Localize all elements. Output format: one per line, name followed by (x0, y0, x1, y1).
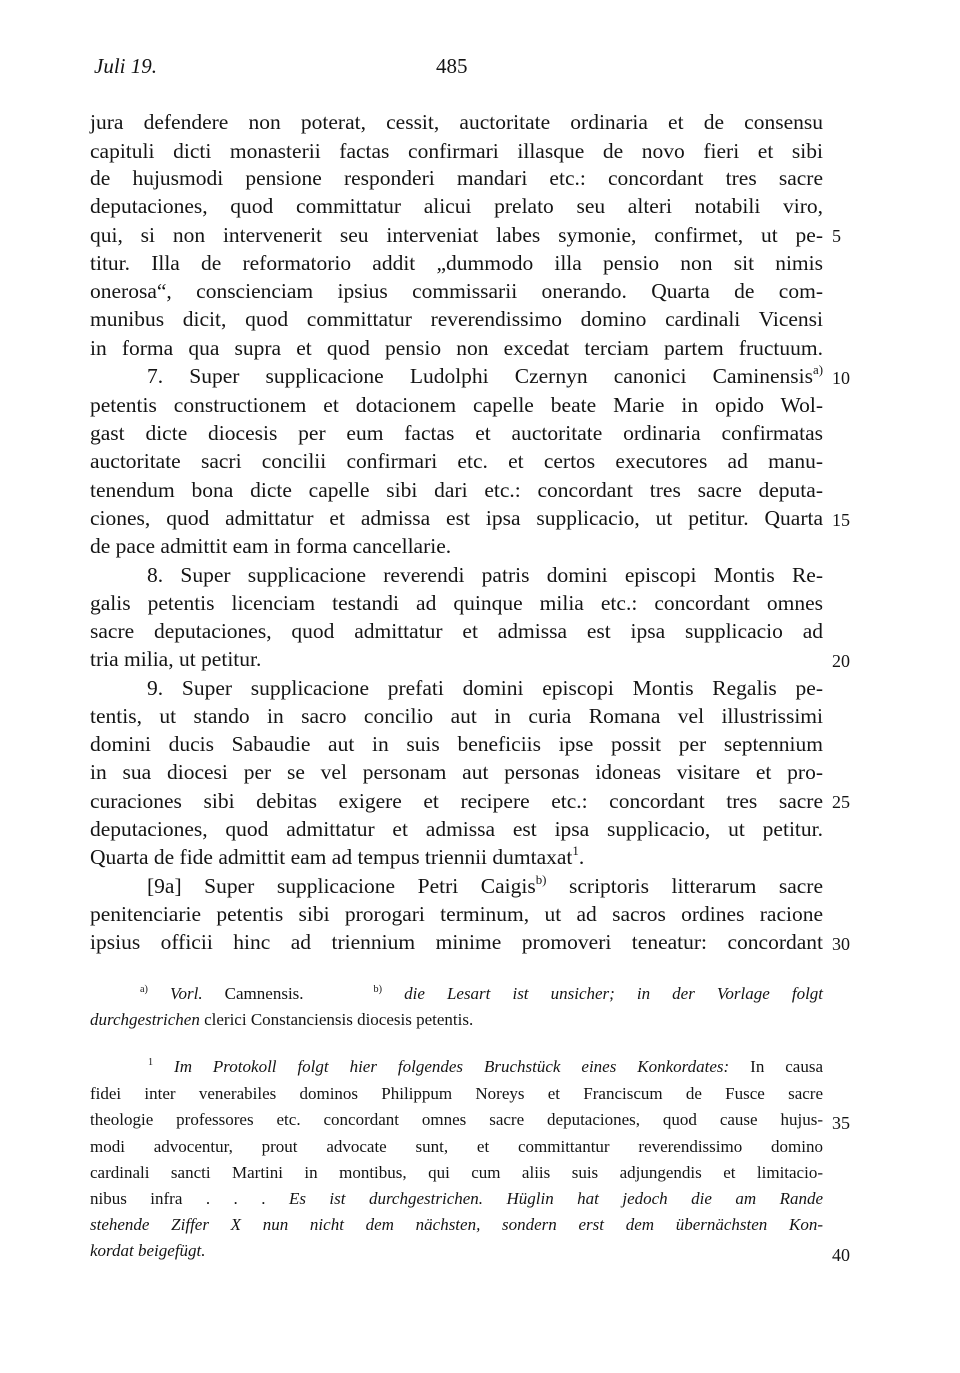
footnote-line: nibus infra . . . Es ist durchgestrichen. Hüglin hat jedoch die am Rande (90, 1189, 823, 1208)
text-line: in sua diocesi per se vel personam aut personas idoneas visitare et pro- (90, 760, 823, 784)
text-line: petentis constructionem et dotacionem capelle beate Marie in opido Wol- (90, 393, 823, 417)
text-line: in forma qua supra et quod pensio non excedat terciam partem fructuum. (90, 336, 823, 360)
footnote-line: $^1$ Im Protokoll folgt hier folgendes Bruchstück eines Konkordates: In causa (148, 1056, 824, 1076)
footnote-line: modi advocentur, prout advocate sunt, et committantur reverendissimo domino (90, 1137, 823, 1156)
footnote-line: cardinali sancti Martini in montibus, qui cum aliis suis adjungendis et limitacio- (90, 1163, 823, 1182)
note-a-marker: a) (812, 362, 823, 377)
line-number: 30 (832, 934, 850, 954)
footnote-line: theologie professores etc. concordant omnes sacre deputaciones, quod cause hujus- (90, 1110, 823, 1129)
line-number: 25 (832, 792, 850, 812)
line-number: 5 (832, 226, 841, 246)
bracket-item-number: [9a] (147, 874, 182, 898)
text-line: Quarta de fide admittit eam ad tempus triennii dumtaxat$^1$. (90, 843, 585, 869)
text-line: deputaciones, quod committatur alicui prelato seu alteri notabili viro, (90, 194, 823, 218)
text-line: de hujusmodi pensione responderi mandari etc.: concordant tres sacre (90, 166, 823, 190)
text-line: munibus dicit, quod committatur reverendissimo domino cardinali Vicensi (90, 307, 823, 331)
text-line: [9a] Super supplicacione Petri Caigis$^{b)}$ scriptoris litterarum sacre (147, 872, 824, 898)
text-line: galis petentis licenciam testandi ad quinque milia etc.: concordant omnes (90, 591, 823, 615)
text-line: tenendum bona dicte capelle sibi dari etc.: concordant tres sacre deputa- (90, 478, 823, 502)
text-line: curaciones sibi debitas exigere et recipere etc.: concordant tres sacre (90, 789, 823, 813)
note-b-marker: b) (535, 872, 547, 887)
text-line: penitenciarie petentis sibi prorogari terminum, ut ad sacros ordines racione (90, 902, 823, 926)
apparatus-line: durchgestrichen clerici Constanciensis diocesis petentis. (90, 1010, 474, 1029)
text-line: capituli dicti monasterii factas confirmari illasque de novo fieri et sibi (90, 139, 823, 163)
running-head: Juli 19. (94, 54, 157, 78)
line-number: 20 (832, 651, 850, 671)
text-line: auctoritate sacri concilii confirmari etc. et certos executores ad manu- (90, 449, 823, 473)
footnote-line: stehende Ziffer X nun nicht dem nächsten, sondern erst dem übernächsten Kon- (90, 1215, 823, 1234)
text-line: domini ducis Sabaudie aut in suis beneficiis ipse possit per septennium (90, 732, 823, 756)
text-line: tentis, ut stando in sacro concilio aut in curia Romana vel illustrissimi (90, 704, 823, 728)
text-line: 9. Super supplicacione prefati domini episcopi Montis Regalis pe- (147, 676, 823, 700)
text-line: tria milia, ut petitur. (90, 647, 262, 671)
text-line: jura defendere non poterat, cessit, auctoritate ordinaria et de consensu (90, 110, 823, 134)
text-line: titur. Illa de reformatorio addit „dummodo illa pensio non sit nimis (90, 251, 823, 275)
apparatus-line: $^{a)}$ Vorl. Camnensis. $^{b)}$ die Lesart ist unsicher; in der Vorlage folgt (140, 983, 824, 1003)
text-line: qui, si non intervenerit seu interveniat labes symonie, confirmet, ut pe- (90, 223, 823, 247)
line-number: 15 (832, 510, 850, 530)
text-line: 7. Super supplicacione Ludolphi Czernyn canonici Caminensis$^{a)}$ (147, 362, 823, 388)
line-number: 35 (832, 1113, 850, 1133)
text-line: sacre deputaciones, quod admittatur et admissa est ipsa supplicacio ad (90, 619, 823, 643)
text-line: onerosa“, conscienciam ipsius commissarii onerando. Quarta de com- (90, 279, 823, 303)
text-line: deputaciones, quod admittatur et admissa est ipsa supplicacio, ut petitur. (90, 817, 823, 841)
footnote-1-marker: 1 (572, 843, 579, 858)
text-line: gast dicte diocesis per eum factas et auctoritate ordinaria confirmatas (90, 421, 823, 445)
page-number: 485 (436, 54, 468, 78)
line-number: 10 (832, 368, 850, 388)
line-number: 40 (832, 1245, 850, 1265)
text-line: de pace admittit eam in forma cancellarie. (90, 534, 452, 558)
footnote-line: fidei inter venerabiles dominos Philippum Noreys et Franciscum de Fusce sacre (90, 1084, 823, 1103)
text-line: ipsius officii hinc ad triennium minime promoveri teneatur: concordant (90, 930, 823, 954)
text-line: 8. Super supplicacione reverendi patris domini episcopi Montis Re- (147, 563, 823, 587)
footnote-line: kordat beigefügt. (90, 1241, 206, 1260)
text-line: ciones, quod admittatur et admissa est ipsa supplicacio, ut petitur. Quarta (90, 506, 823, 530)
